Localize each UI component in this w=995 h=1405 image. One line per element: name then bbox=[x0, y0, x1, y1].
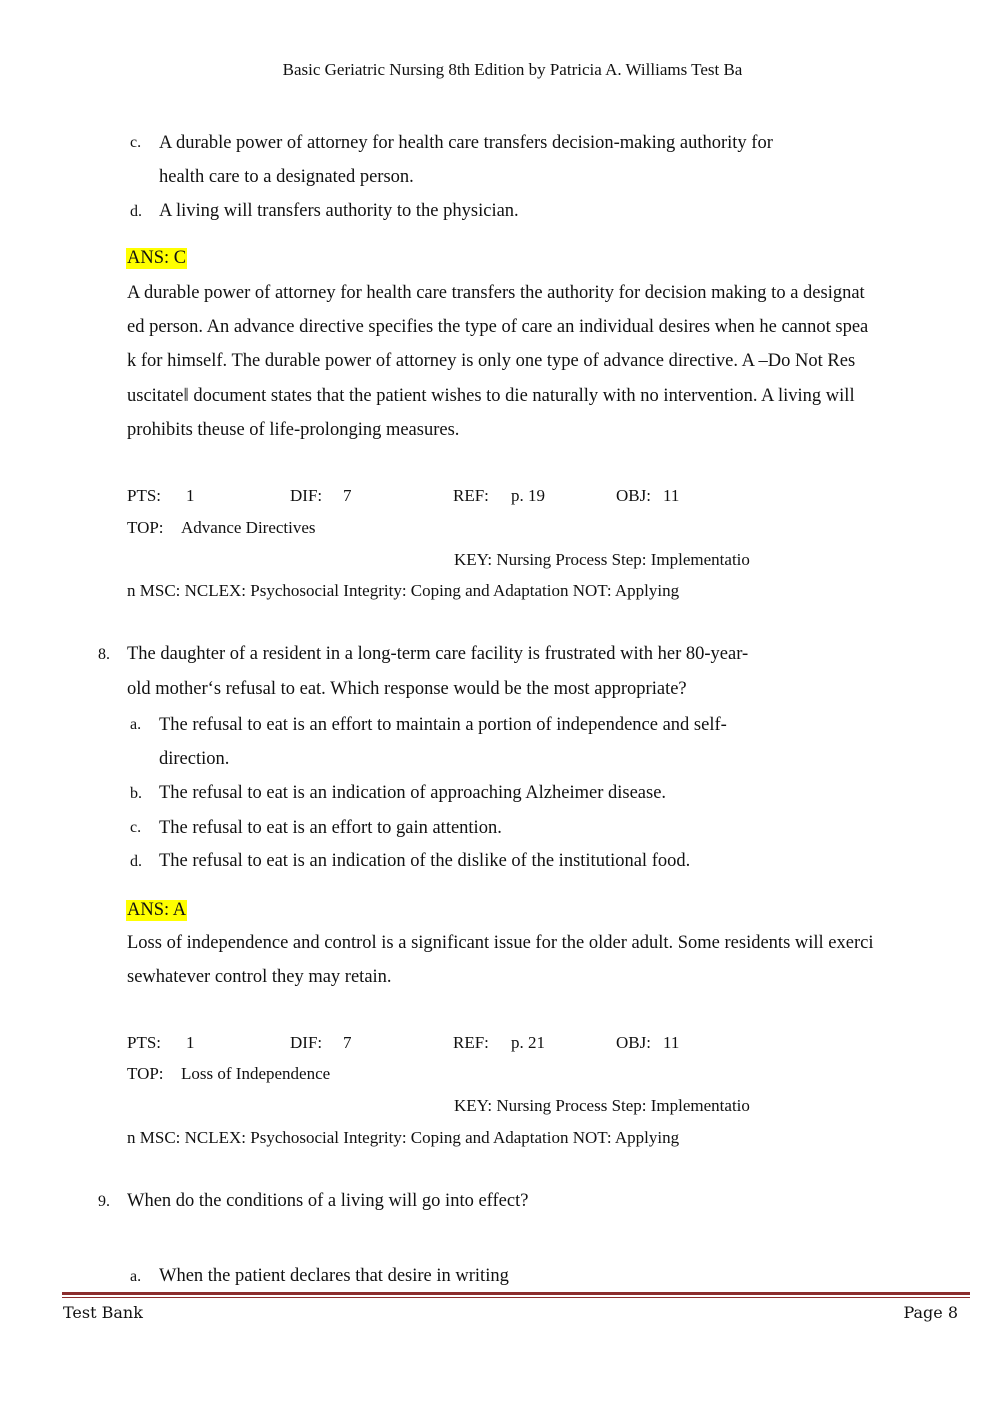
rationale-line: sewhatever control they may retain. bbox=[127, 967, 392, 987]
top-label: TOP: bbox=[127, 1064, 164, 1083]
obj-label: OBJ: bbox=[616, 1033, 651, 1052]
msc-line: n MSC: NCLEX: Psychosocial Integrity: Coping and Adaptation NOT: Applying bbox=[127, 581, 680, 600]
question-number: 8. bbox=[98, 646, 110, 663]
footer-rule bbox=[62, 1292, 970, 1295]
running-header: Basic Geriatric Nursing 8th Edition by Patricia A. Williams Test Ba bbox=[282, 60, 743, 79]
msc-line: n MSC: NCLEX: Psychosocial Integrity: Coping and Adaptation NOT: Applying bbox=[127, 1128, 680, 1147]
top-value: Loss of Independence bbox=[181, 1064, 331, 1083]
answer-key: ANS: A bbox=[127, 900, 187, 920]
ref-label: REF: bbox=[453, 1033, 489, 1052]
ref-value: p. 19 bbox=[511, 486, 545, 505]
question-stem: old mother‘s refusal to eat. Which response would be the most appropriate? bbox=[127, 679, 687, 699]
question-number: 9. bbox=[98, 1193, 110, 1210]
option-text: When the patient declares that desire in writing bbox=[159, 1266, 509, 1286]
option-letter: d. bbox=[130, 853, 142, 870]
option-letter: d. bbox=[130, 203, 142, 220]
pts-value: 1 bbox=[186, 1033, 195, 1052]
rationale-line: Loss of independence and control is a significant issue for the older adult. Some residents will exerci bbox=[127, 933, 874, 953]
top-label: TOP: bbox=[127, 518, 164, 537]
option-text: The refusal to eat is an effort to gain attention. bbox=[159, 818, 502, 838]
key-line: KEY: Nursing Process Step: Implementatio bbox=[454, 1096, 750, 1115]
option-text: The refusal to eat is an indication of approaching Alzheimer disease. bbox=[159, 783, 667, 803]
option-letter: a. bbox=[130, 1268, 142, 1285]
answer-key: ANS: C bbox=[127, 248, 187, 268]
rationale-line: k for himself. The durable power of attorney is only one type of advance directive. A –Do Not Res bbox=[127, 351, 856, 371]
option-text: A durable power of attorney for health care transfers decision-making authority for bbox=[159, 133, 773, 153]
top-value: Advance Directives bbox=[181, 518, 316, 537]
obj-label: OBJ: bbox=[616, 486, 651, 505]
option-text: A living will transfers authority to the physician. bbox=[159, 201, 519, 221]
pts-label: PTS: bbox=[127, 486, 162, 505]
option-text: direction. bbox=[159, 749, 230, 769]
pts-label: PTS: bbox=[127, 1033, 162, 1052]
footer-rule-thin bbox=[62, 1297, 970, 1298]
ref-value: p. 21 bbox=[511, 1033, 545, 1052]
option-letter: a. bbox=[130, 716, 142, 733]
rationale-line: A durable power of attorney for health care transfers the authority for decision making to a designat bbox=[127, 283, 865, 303]
page-number: Page 8 bbox=[903, 1303, 958, 1322]
option-letter: b. bbox=[130, 785, 142, 802]
question-stem: When do the conditions of a living will go into effect? bbox=[127, 1191, 529, 1211]
option-letter: c. bbox=[130, 134, 142, 151]
key-line: KEY: Nursing Process Step: Implementatio bbox=[454, 550, 750, 569]
rationale-line: uscitate‖ document states that the patient wishes to die naturally with no intervention. A living will bbox=[127, 386, 855, 406]
option-text: health care to a designated person. bbox=[159, 167, 414, 187]
question-stem: The daughter of a resident in a long-term care facility is frustrated with her 80-year- bbox=[127, 644, 749, 664]
obj-value: 11 bbox=[663, 486, 680, 505]
rationale-line: ed person. An advance directive specifies the type of care an individual desires when he cannot spea bbox=[127, 317, 869, 337]
option-text: The refusal to eat is an indication of the dislike of the institutional food. bbox=[159, 851, 691, 871]
rationale-line: prohibits theuse of life-prolonging measures. bbox=[127, 420, 460, 440]
obj-value: 11 bbox=[663, 1033, 680, 1052]
dif-value: 7 bbox=[343, 486, 352, 505]
option-text: The refusal to eat is an effort to maintain a portion of independence and self- bbox=[159, 715, 727, 735]
dif-value: 7 bbox=[343, 1033, 352, 1052]
dif-label: DIF: bbox=[290, 1033, 323, 1052]
option-letter: c. bbox=[130, 819, 142, 836]
ref-label: REF: bbox=[453, 486, 489, 505]
footer-left: Test Bank bbox=[63, 1303, 143, 1322]
pts-value: 1 bbox=[186, 486, 195, 505]
dif-label: DIF: bbox=[290, 486, 323, 505]
